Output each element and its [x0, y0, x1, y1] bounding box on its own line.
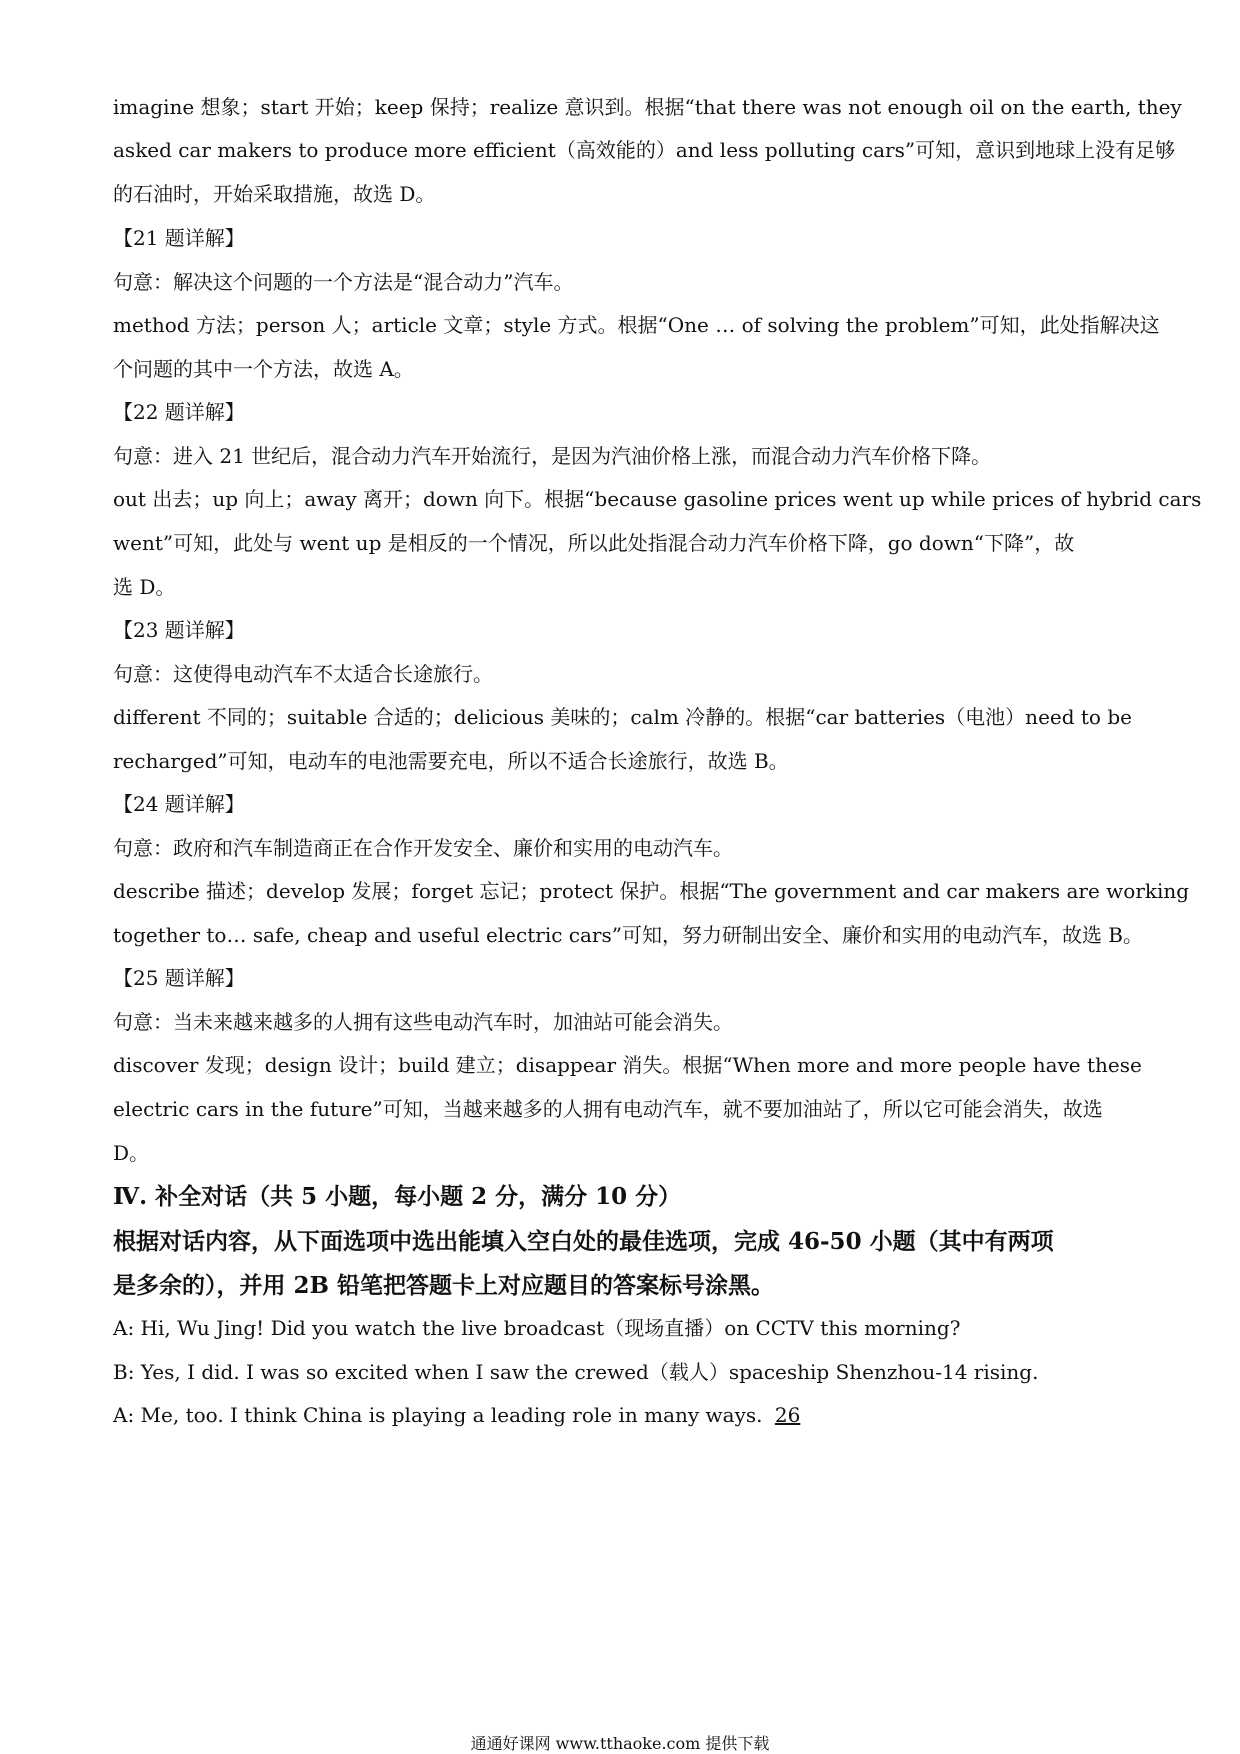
explanation-line: recharged”可知，电动车的电池需要充电，所以不适合长途旅行，故选 B。 [113, 749, 789, 773]
section-title: Ⅳ. 补全对话（共 5 小题，每小题 2 分，满分 10 分） [113, 1183, 682, 1210]
page-footer: 通通好课网 www.tthaoke.com 提供下载 [470, 1734, 770, 1753]
dialogue-line-a [113, 1401, 1133, 1429]
sentence-meaning-25: 句意：当未来越来越多的人拥有这些电动汽车时，加油站可能会消失。 [113, 1010, 733, 1034]
sentence-meaning-23: 句意：这使得电动汽车不太适合长途旅行。 [113, 662, 493, 686]
sentence-meaning-24: 句意：政府和汽车制造商正在合作开发安全、廉价和实用的电动汽车。 [113, 836, 733, 860]
question-heading-21: 【21 题详解】 [113, 226, 245, 250]
section-instructions: 根据对话内容，从下面选项中选出能填入空白处的最佳选项，完成 46-50 小题（其中有两项 [113, 1228, 1054, 1255]
explanation-line: electric cars in the future”可知，当越来越多的人拥有电动汽车，就不要加油站了，所以它可能会消失，故选 [113, 1097, 1103, 1121]
section-instructions: 是多余的），并用 2B 铅笔把答题卡上对应题目的答案标号涂黑。 [113, 1272, 774, 1299]
explanation-line: different 不同的；suitable 合适的；delicious 美味的；calm 冷静的。根据“car batteries（电池）need to be [113, 705, 1132, 729]
question-heading-25: 【25 题详解】 [113, 966, 245, 990]
paragraph-line: imagine 想象；start 开始；keep 保持；realize 意识到。根据“that there was not enough oil on the earth, they [113, 95, 1182, 119]
answer-blank-26: 26 [774, 1403, 801, 1427]
explanation-line: went”可知，此处与 went up 是相反的一个情况，所以此处指混合动力汽车价格下降，go down“下降”，故 [113, 531, 1075, 555]
explanation-line: method 方法；person 人；article 文章；style 方式。根据“One … of solving the problem”可知，此处指解决这 [113, 313, 1160, 337]
sentence-meaning-22: 句意：进入 21 世纪后，混合动力汽车开始流行，是因为汽油价格上涨，而混合动力汽车价格下降。 [113, 444, 992, 468]
dialogue-text: A: Me, too. I think China is playing a leading role in many ways. [113, 1403, 763, 1427]
paragraph-line: asked car makers to produce more efficient（高效能的）and less polluting cars”可知，意识到地球上没有足够 [113, 138, 1176, 162]
explanation-line: discover 发现；design 设计；build 建立；disappear 消失。根据“When more and more people have these [113, 1053, 1142, 1077]
dialogue-line-a: A: Hi, Wu Jing! Did you watch the live broadcast（现场直播）on CCTV this morning? [113, 1316, 961, 1340]
question-heading-23: 【23 题详解】 [113, 618, 245, 642]
explanation-line: 个问题的其中一个方法，故选 A。 [113, 357, 414, 381]
explanation-line: D。 [113, 1141, 150, 1165]
explanation-line: 选 D。 [113, 575, 176, 599]
question-heading-22: 【22 题详解】 [113, 400, 245, 424]
paragraph-line: 的石油时，开始采取措施，故选 D。 [113, 182, 436, 206]
explanation-line: out 出去；up 向上；away 离开；down 向下。根据“because gasoline prices went up while prices of hybrid cars [113, 487, 1202, 511]
dialogue-line-b: B: Yes, I did. I was so excited when I saw the crewed（载人）spaceship Shenzhou-14 rising. [113, 1360, 1039, 1384]
sentence-meaning-21: 句意：解决这个问题的一个方法是“混合动力”汽车。 [113, 270, 574, 294]
explanation-line: together to… safe, cheap and useful electric cars”可知，努力研制出安全、廉价和实用的电动汽车，故选 B。 [113, 923, 1143, 947]
explanation-line: describe 描述；develop 发展；forget 忘记；protect 保护。根据“The government and car makers are working [113, 879, 1190, 903]
question-heading-24: 【24 题详解】 [113, 792, 245, 816]
